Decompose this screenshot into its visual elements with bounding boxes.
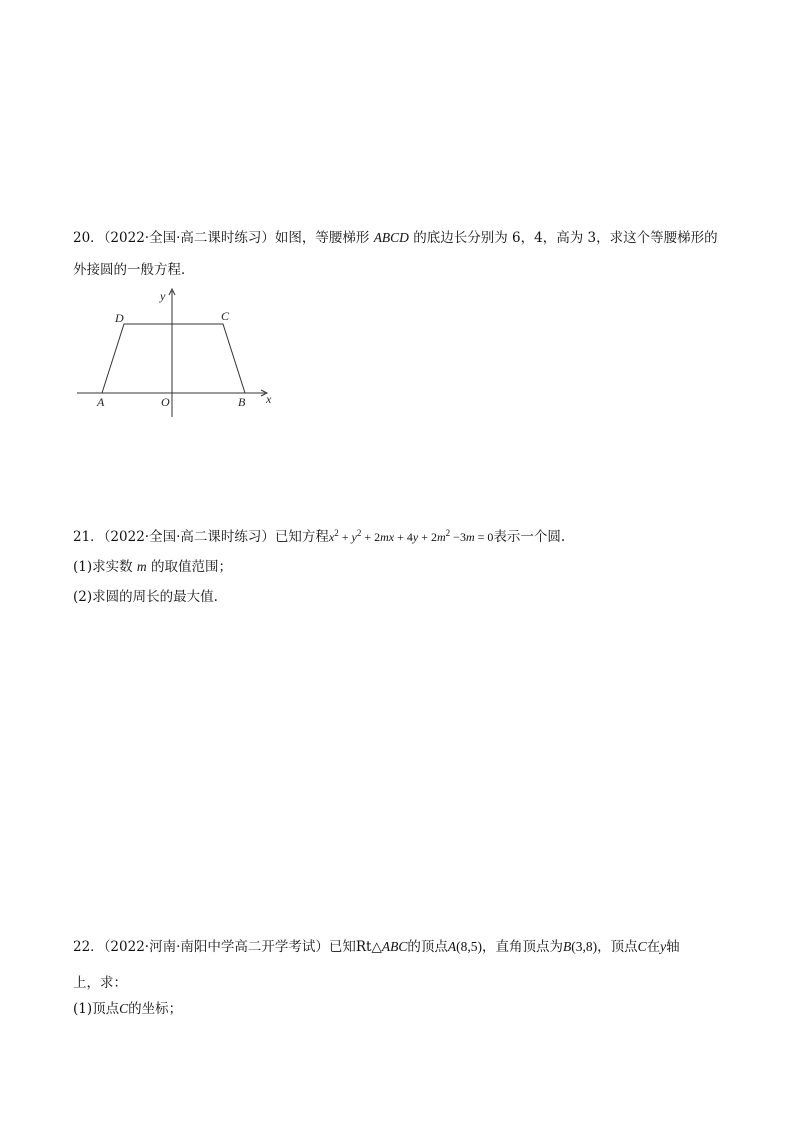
- question-number: 21．: [73, 529, 104, 545]
- question-source: （2022·河南·南阳中学高二开学考试）: [103, 939, 329, 955]
- label-d: D: [115, 311, 124, 325]
- trapezoid-abcd: [102, 324, 245, 393]
- question-21-part-1: (1)求实数 m 的取值范围；: [73, 559, 232, 575]
- question-text: 已知Rt△: [328, 939, 382, 955]
- label-o: O: [161, 395, 170, 409]
- question-22-line-2: 上，求：: [73, 975, 127, 991]
- question-22: [73, 937, 680, 1019]
- math-var: y: [660, 939, 667, 954]
- math-var: C: [119, 1001, 129, 1016]
- label-x: x: [266, 392, 272, 406]
- label-y: y: [160, 289, 166, 303]
- question-21: [73, 527, 565, 607]
- question-22-line-1: 22．（2022·河南·南阳中学高二开学考试）已知Rt△ABC的顶点A(8,5)，直角顶点为B(3,8)，顶点C在y轴: [73, 939, 680, 955]
- math-var: m: [136, 559, 147, 574]
- question-20-line-2: 外接圆的一般方程．: [73, 262, 195, 278]
- question-number: 22．: [73, 939, 104, 955]
- question-source: （2022·全国·高二课时练习）: [103, 230, 275, 246]
- label-b: B: [238, 395, 246, 409]
- question-source: （2022·全国·高二课时练习）: [103, 529, 275, 545]
- question-text: 已知方程: [274, 529, 329, 545]
- question-text: 表示一个圆.: [493, 529, 566, 545]
- question-22-part-1: (1)顶点C的坐标；: [73, 1001, 183, 1017]
- math-var: ABCD: [373, 230, 409, 245]
- trapezoid-figure: [73, 285, 283, 420]
- math-var: A: [447, 939, 457, 954]
- question-21-part-2: (2)求圆的周长的最大值.: [73, 589, 218, 605]
- equation: $x^2 + y^2 + 2mx + 4y + 2m^2 -3m = 0$: [328, 528, 494, 544]
- math-var: C: [637, 939, 647, 954]
- question-20-line-1: [73, 228, 718, 248]
- question-20: [73, 228, 718, 280]
- math-var: B: [563, 939, 572, 954]
- point-coordinate: (8,5): [456, 939, 482, 954]
- question-text: 的底边长分别为 6，4，高为 3，求这个等腰梯形的: [413, 230, 718, 246]
- question-text: 如图，等腰梯形: [274, 230, 370, 246]
- point-coordinate: (3,8): [571, 939, 598, 954]
- label-c: C: [221, 309, 230, 323]
- question-21-line-1: [73, 527, 565, 547]
- math-var: ABC: [381, 939, 408, 954]
- question-number: 20．: [73, 230, 104, 246]
- label-a: A: [97, 395, 105, 409]
